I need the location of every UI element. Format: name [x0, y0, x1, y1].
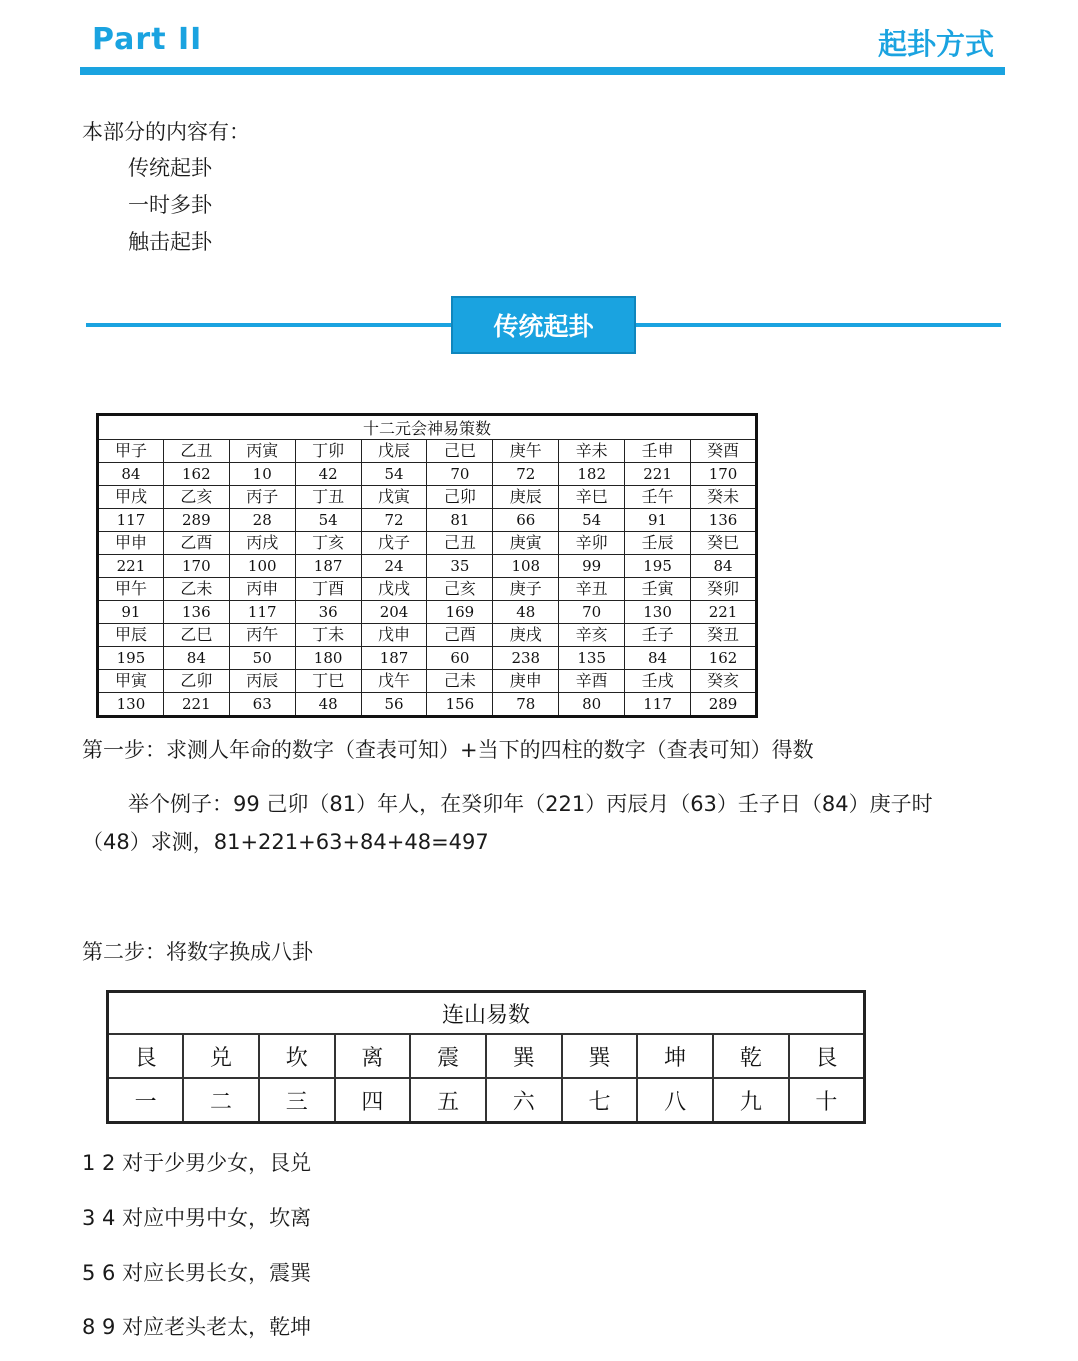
ganzhi-cell: 癸未 [691, 486, 757, 509]
number-cell: 117 [98, 509, 164, 532]
ganzhi-cell: 庚戌 [493, 624, 559, 647]
ganzhi-cell: 乙巳 [163, 624, 229, 647]
number-cell: 100 [229, 555, 295, 578]
ganzhi-cell: 丙子 [229, 486, 295, 509]
section-rule-right [635, 323, 1001, 327]
ganzhi-cell: 辛巳 [559, 486, 625, 509]
ganzhi-cell: 辛未 [559, 440, 625, 463]
intro-heading: 本部分的内容有： [82, 120, 250, 144]
ganzhi-cell: 癸酉 [691, 440, 757, 463]
intro-item: 一时多卦 [128, 193, 212, 217]
ganzhi-cell: 丁巳 [295, 670, 361, 693]
gua-cell: 离 [335, 1034, 411, 1078]
number-cell: 136 [163, 601, 229, 624]
correspondence-line: 5 6 对应长男长女，震巽 [82, 1261, 312, 1285]
number-cell: 180 [295, 647, 361, 670]
number-cell: 10 [229, 463, 295, 486]
ganzhi-cell: 甲辰 [98, 624, 164, 647]
ganzhi-cell: 壬辰 [625, 532, 691, 555]
number-cell: 70 [427, 463, 493, 486]
number-cell: 72 [361, 509, 427, 532]
number-cell: 170 [691, 463, 757, 486]
number-cell: 七 [562, 1078, 638, 1123]
ganzhi-cell: 壬戌 [625, 670, 691, 693]
ganzhi-cell: 丙寅 [229, 440, 295, 463]
ganzhi-cell: 辛酉 [559, 670, 625, 693]
number-cell: 221 [163, 693, 229, 717]
number-cell: 135 [559, 647, 625, 670]
ganzhi-cell: 戊申 [361, 624, 427, 647]
ganzhi-cell: 丁丑 [295, 486, 361, 509]
intro-item: 传统起卦 [128, 156, 212, 180]
table-row [98, 693, 757, 717]
number-cell: 48 [493, 601, 559, 624]
table-row [98, 624, 757, 647]
ce-shu-table [96, 413, 758, 718]
gua-cell: 巽 [562, 1034, 638, 1078]
ganzhi-cell: 癸丑 [691, 624, 757, 647]
gua-cell: 坎 [259, 1034, 335, 1078]
number-cell: 一 [108, 1078, 184, 1123]
number-cell: 63 [229, 693, 295, 717]
table-title: 连山易数 [108, 992, 865, 1035]
ganzhi-cell: 丁酉 [295, 578, 361, 601]
number-cell: 九 [713, 1078, 789, 1123]
number-cell: 48 [295, 693, 361, 717]
gua-cell: 艮 [789, 1034, 865, 1078]
ganzhi-cell: 癸卯 [691, 578, 757, 601]
number-cell: 91 [625, 509, 691, 532]
example-line-1: 举个例子：99 己卯（81）年人，在癸卯年（221）丙辰月（63）壬子日（84）庚子时 [128, 792, 933, 816]
header-title: 起卦方式 [877, 27, 994, 61]
number-cell: 91 [98, 601, 164, 624]
number-cell: 五 [410, 1078, 486, 1123]
ganzhi-cell: 辛卯 [559, 532, 625, 555]
number-cell: 四 [335, 1078, 411, 1123]
correspondence-line: 8 9 对应老头老太，乾坤 [82, 1315, 312, 1339]
number-cell: 117 [229, 601, 295, 624]
table-row [98, 486, 757, 509]
ganzhi-cell: 丙辰 [229, 670, 295, 693]
ganzhi-cell: 壬子 [625, 624, 691, 647]
number-cell: 78 [493, 693, 559, 717]
number-cell: 117 [625, 693, 691, 717]
number-cell: 204 [361, 601, 427, 624]
number-cell: 136 [691, 509, 757, 532]
number-cell: 182 [559, 463, 625, 486]
step2-text: 第二步：将数字换成八卦 [82, 940, 313, 964]
number-cell: 289 [691, 693, 757, 717]
number-cell: 十 [789, 1078, 865, 1123]
ganzhi-cell: 己未 [427, 670, 493, 693]
ganzhi-cell: 乙酉 [163, 532, 229, 555]
ganzhi-cell: 庚寅 [493, 532, 559, 555]
ganzhi-cell: 壬申 [625, 440, 691, 463]
number-cell: 221 [691, 601, 757, 624]
number-cell: 24 [361, 555, 427, 578]
number-cell: 187 [361, 647, 427, 670]
ganzhi-cell: 丙申 [229, 578, 295, 601]
number-cell: 三 [259, 1078, 335, 1123]
number-cell: 169 [427, 601, 493, 624]
number-cell: 238 [493, 647, 559, 670]
table-row [108, 1078, 865, 1123]
ganzhi-cell: 癸巳 [691, 532, 757, 555]
ganzhi-cell: 戊午 [361, 670, 427, 693]
gua-cell: 坤 [637, 1034, 713, 1078]
table-row [98, 601, 757, 624]
step1-text: 第一步：求测人年命的数字（查表可知）+当下的四柱的数字（查表可知）得数 [82, 738, 814, 762]
number-cell: 56 [361, 693, 427, 717]
gua-cell: 巽 [486, 1034, 562, 1078]
ganzhi-cell: 壬午 [625, 486, 691, 509]
number-cell: 二 [183, 1078, 259, 1123]
number-cell: 80 [559, 693, 625, 717]
table-row [98, 647, 757, 670]
number-cell: 六 [486, 1078, 562, 1123]
number-cell: 28 [229, 509, 295, 532]
ganzhi-cell: 庚辰 [493, 486, 559, 509]
table-row [108, 1034, 865, 1078]
ganzhi-cell: 戊寅 [361, 486, 427, 509]
ganzhi-cell: 乙未 [163, 578, 229, 601]
number-cell: 70 [559, 601, 625, 624]
number-cell: 84 [98, 463, 164, 486]
table-row [98, 440, 757, 463]
ganzhi-cell: 丁未 [295, 624, 361, 647]
table-row [98, 578, 757, 601]
number-cell: 60 [427, 647, 493, 670]
gua-cell: 兑 [183, 1034, 259, 1078]
gua-cell: 艮 [108, 1034, 184, 1078]
ganzhi-cell: 甲申 [98, 532, 164, 555]
number-cell: 156 [427, 693, 493, 717]
number-cell: 99 [559, 555, 625, 578]
number-cell: 195 [625, 555, 691, 578]
number-cell: 289 [163, 509, 229, 532]
part-label: Part II [92, 22, 203, 57]
lianshan-table [106, 990, 866, 1124]
intro-item: 触击起卦 [128, 230, 212, 254]
correspondence-line: 1 2 对于少男少女，艮兑 [82, 1151, 312, 1175]
ganzhi-cell: 戊戌 [361, 578, 427, 601]
ganzhi-cell: 辛亥 [559, 624, 625, 647]
number-cell: 八 [637, 1078, 713, 1123]
number-cell: 81 [427, 509, 493, 532]
section-rule-left [86, 323, 452, 327]
ganzhi-cell: 庚午 [493, 440, 559, 463]
table-row [98, 670, 757, 693]
number-cell: 187 [295, 555, 361, 578]
ganzhi-cell: 庚子 [493, 578, 559, 601]
number-cell: 84 [163, 647, 229, 670]
ganzhi-cell: 乙卯 [163, 670, 229, 693]
correspondence-line: 3 4 对应中男中女，坎离 [82, 1206, 312, 1230]
ganzhi-cell: 甲戌 [98, 486, 164, 509]
header-divider [80, 67, 1005, 75]
ganzhi-cell: 甲寅 [98, 670, 164, 693]
number-cell: 50 [229, 647, 295, 670]
number-cell: 162 [163, 463, 229, 486]
number-cell: 84 [625, 647, 691, 670]
ganzhi-cell: 庚申 [493, 670, 559, 693]
ganzhi-cell: 甲午 [98, 578, 164, 601]
number-cell: 66 [493, 509, 559, 532]
table-row [98, 532, 757, 555]
number-cell: 42 [295, 463, 361, 486]
table-row [98, 509, 757, 532]
ganzhi-cell: 癸亥 [691, 670, 757, 693]
ganzhi-cell: 己卯 [427, 486, 493, 509]
ganzhi-cell: 乙亥 [163, 486, 229, 509]
number-cell: 54 [295, 509, 361, 532]
example-line-2: （48）求测，81+221+63+84+48=497 [82, 830, 489, 854]
number-cell: 162 [691, 647, 757, 670]
number-cell: 108 [493, 555, 559, 578]
ganzhi-cell: 戊辰 [361, 440, 427, 463]
number-cell: 36 [295, 601, 361, 624]
number-cell: 195 [98, 647, 164, 670]
ganzhi-cell: 己巳 [427, 440, 493, 463]
ganzhi-cell: 壬寅 [625, 578, 691, 601]
number-cell: 221 [625, 463, 691, 486]
ganzhi-cell: 丁卯 [295, 440, 361, 463]
ganzhi-cell: 丙午 [229, 624, 295, 647]
ganzhi-cell: 丙戌 [229, 532, 295, 555]
ganzhi-cell: 甲子 [98, 440, 164, 463]
number-cell: 130 [625, 601, 691, 624]
table-title: 十二元会神易策数 [98, 415, 757, 440]
section-title: 传统起卦 [451, 296, 636, 354]
ganzhi-cell: 己亥 [427, 578, 493, 601]
number-cell: 221 [98, 555, 164, 578]
ganzhi-cell: 戊子 [361, 532, 427, 555]
table-row [98, 555, 757, 578]
ganzhi-cell: 己丑 [427, 532, 493, 555]
number-cell: 54 [559, 509, 625, 532]
ganzhi-cell: 丁亥 [295, 532, 361, 555]
number-cell: 35 [427, 555, 493, 578]
number-cell: 72 [493, 463, 559, 486]
table-row [98, 463, 757, 486]
number-cell: 130 [98, 693, 164, 717]
number-cell: 170 [163, 555, 229, 578]
ganzhi-cell: 乙丑 [163, 440, 229, 463]
gua-cell: 震 [410, 1034, 486, 1078]
number-cell: 54 [361, 463, 427, 486]
ganzhi-cell: 己酉 [427, 624, 493, 647]
gua-cell: 乾 [713, 1034, 789, 1078]
ganzhi-cell: 辛丑 [559, 578, 625, 601]
number-cell: 84 [691, 555, 757, 578]
